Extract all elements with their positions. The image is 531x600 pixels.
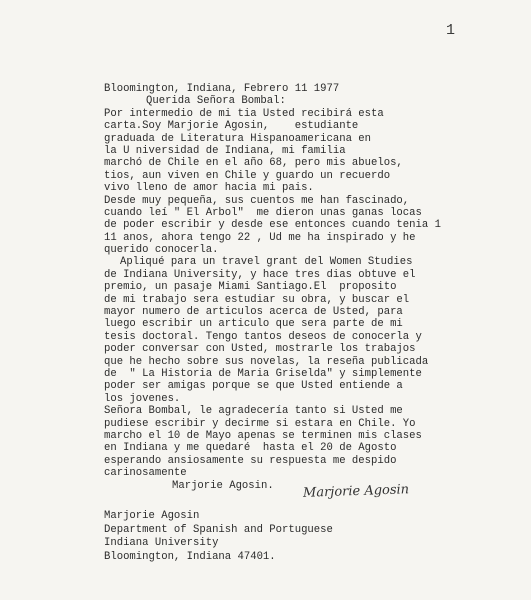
letter-line: carta.Soy Marjorie Agosin, estudiante	[104, 120, 359, 133]
letter-line: los jovenes.	[104, 392, 181, 405]
letter-line: de poder escribir y desde ese entonces cuando tenia 1	[104, 219, 441, 232]
letter-line: graduada de Literatura Hispanoamericana en	[104, 132, 372, 145]
letter-line: pudiese escribir y decirme si estara en Chile. Yo	[104, 417, 416, 430]
address-city: Bloomington, Indiana 47401.	[104, 550, 276, 563]
address-name: Marjorie Agosin	[104, 510, 200, 522]
sender-address	[104, 510, 333, 564]
letter-line: carinosamente	[104, 467, 187, 480]
letter-line: luego escribir un articulo que sera parte de mi	[104, 318, 403, 331]
letter-line: tios, aun viven en Chile y guardo un recuerdo	[104, 169, 391, 182]
letter-line: Apliqué para un travel grant del Women Studies	[120, 256, 413, 269]
letter-line: premio, un pasaje Miami Santiago.El proposito	[104, 281, 397, 294]
letter-line: la U niversidad de Indiana, mi familia	[104, 144, 346, 157]
letter-line: tesis doctoral. Tengo tantos deseos de conocerla y	[104, 330, 422, 343]
letter-line: poder ser amigas porque se que Usted entiende a	[104, 380, 403, 393]
letter-line: cuando leí " El Arbol" me dieron unas ganas locas	[104, 206, 422, 219]
letter-line: en Indiana y me quedaré hasta el 20 de Agosto	[104, 442, 397, 455]
letter-line: Desde muy pequeña, sus cuentos me han fascinado,	[104, 194, 410, 207]
closing-name: Marjorie Agosin.	[172, 479, 274, 492]
greeting-line: Querida Señora Bombal:	[146, 95, 286, 108]
letter-line: marcho el 10 de Mayo apenas se terminen mis clases	[104, 429, 422, 442]
letter-line: que he hecho sobre sus novelas, la reseña publicada	[104, 355, 429, 368]
address-university: Indiana University	[104, 537, 219, 549]
letter-line: mayor numero de articulos acerca de Usted, para	[104, 306, 403, 319]
letter-line: vivo lleno de amor hacia mi pais.	[104, 182, 314, 195]
letter-line: querido conocerla.	[104, 244, 219, 257]
letter-line: 11 anos, ahora tengo 22 , Ud me ha inspirado y he	[104, 231, 416, 244]
letter-line: poder conversar con Usted, mostrarle los trabajos	[104, 343, 416, 356]
letter-body	[104, 83, 524, 492]
page-number: 1	[446, 22, 456, 39]
letter-line: de " La Historia de Maria Griselda" y simplemente	[104, 367, 422, 380]
place-date-line: Bloomington, Indiana, Febrero 11 1977	[104, 83, 340, 95]
letter-line: Por intermedio de mi tia Usted recibirá esta	[104, 107, 384, 120]
letter-line: Señora Bombal, le agradecería tanto si Usted me	[104, 405, 403, 418]
letter-line: de mi trabajo sera estudiar su obra, y buscar el	[104, 293, 410, 306]
address-department: Department of Spanish and Portuguese	[104, 523, 333, 536]
letter-line: de Indiana University, y hace tres dias obtuve el	[104, 268, 416, 281]
letter-line: esperando ansiosamente su respuesta me despido	[104, 454, 397, 467]
handwritten-signature: Marjorie Agosin	[302, 482, 410, 501]
letter-line: marchó de Chile en el año 68, pero mis abuelos,	[104, 157, 403, 170]
